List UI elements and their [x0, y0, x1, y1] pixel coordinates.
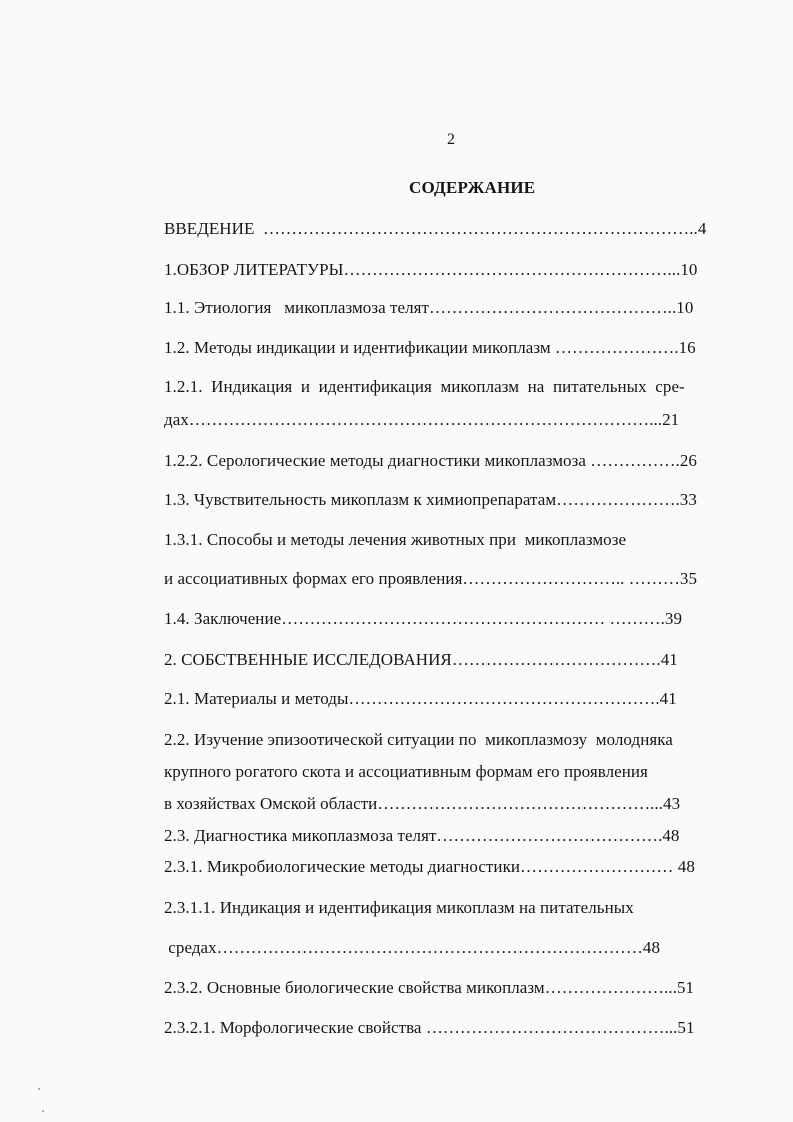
toc-entry-identification-methods: 1.2. Методы индикации и идентификации микоплазм ………………….16 [164, 338, 696, 357]
toc-entry-treatment-part2: и ассоциативных формах его проявления……………………….. ………35 [164, 569, 698, 588]
toc-entry-chemosensitivity: 1.3. Чувствительность микоплазм к химиопрепаратам………………….33 [164, 490, 697, 509]
toc-entry-epizootic-part3: в хозяйствах Омской области…………………………………………...43 [164, 794, 681, 813]
toc-entry-own-research: 2. СОБСТВЕННЫЕ ИССЛЕДОВАНИЯ……………………………….41 [164, 650, 678, 669]
page-title: СОДЕРЖАНИЕ [409, 178, 536, 197]
toc-entry-diagnostics: 2.3. Диагностика микоплазмоза телят………………………………….48 [164, 826, 680, 845]
toc-entry-epizootic-part1: 2.2. Изучение эпизоотической ситуации по микоплазмозу молодняка [164, 730, 673, 749]
toc-entry-epizootic-part2: крупного рогатого скота и ассоциативным формам его проявления [164, 762, 648, 781]
toc-entry-conclusion: 1.4. Заключение………………………………………………… ……….39 [164, 609, 682, 628]
page-number: 2 [447, 131, 455, 148]
scan-speck [42, 1110, 44, 1112]
toc-entry-literature-review: 1.ОБЗОР ЛИТЕРАТУРЫ…………………………………………………...10 [164, 260, 698, 279]
toc-entry-nutrient-media-part1: 1.2.1. Индикация и идентификация микоплазм на питательных сре- [164, 377, 685, 396]
toc-entry-treatment-part1: 1.3.1. Способы и методы лечения животных при микоплазмозе [164, 530, 627, 549]
toc-entry-materials-methods: 2.1. Материалы и методы……………………………………………….41 [164, 689, 677, 708]
toc-entry-microbiological-methods: 2.3.1. Микробиологические методы диагностики……………………… 48 [164, 857, 695, 876]
toc-entry-introduction: ВВЕДЕНИЕ …………………………………………………………………..4 [164, 219, 707, 238]
scan-speck [38, 1088, 40, 1090]
toc-entry-morphological-properties: 2.3.2.1. Морфологические свойства ……………………………………...51 [164, 1018, 695, 1037]
toc-entry-indication-media-part2: средах…………………………………………………………………48 [164, 938, 661, 957]
toc-entry-biological-properties: 2.3.2. Основные биологические свойства микоплазм…………………...51 [164, 978, 695, 997]
toc-entry-nutrient-media-part2: дах………………………………………………………………………...21 [164, 410, 680, 429]
toc-entry-indication-media-part1: 2.3.1.1. Индикация и идентификация микоплазм на питательных [164, 898, 634, 917]
toc-entry-etiology: 1.1. Этиология микоплазмоза телят……………………………………..10 [164, 298, 694, 317]
toc-entry-serological-methods: 1.2.2. Серологические методы диагностики микоплазмоза …………….26 [164, 451, 697, 470]
